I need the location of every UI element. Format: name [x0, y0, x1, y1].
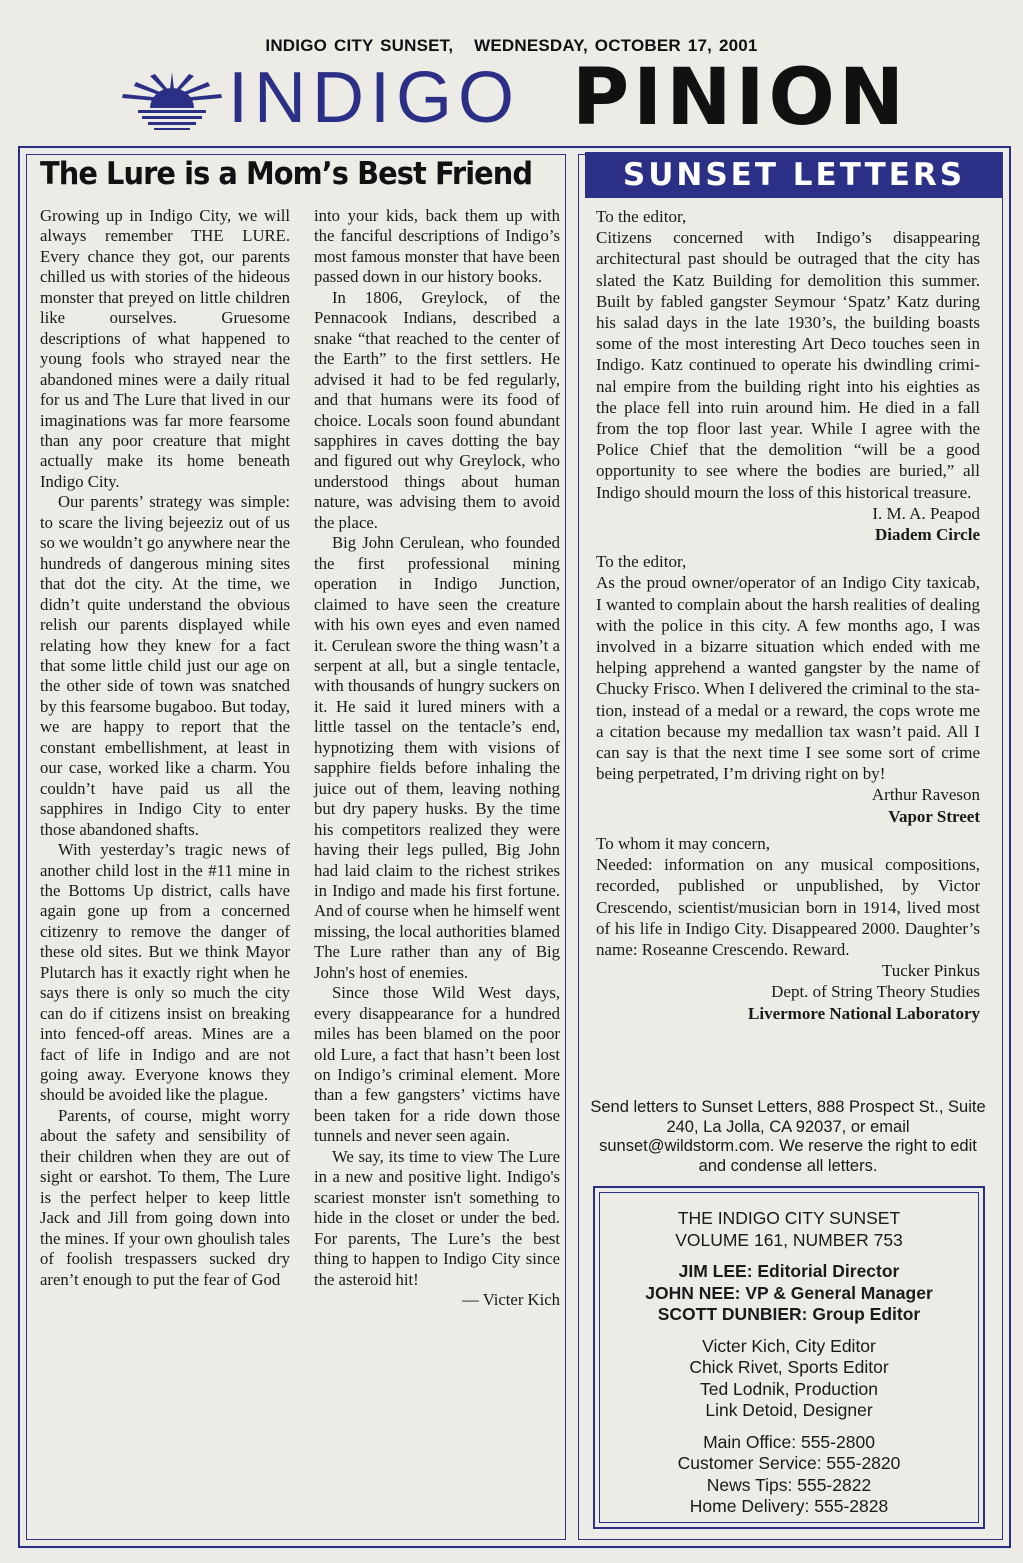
staff-line: Link Detoid, Designer — [705, 1400, 873, 1420]
paragraph: Our parents’ strategy was simple: to scare the living bejeeziz out of us so we wouldn’t go anywhere near the hundreds of dangerous mining sites that dot the city. At the time, we didn’t quite understand the obvious relish our parents displayed while relating how they knew for a fact that some little child just our age on the other side of town was snatched by this fearsome bugaboo. But today, we are happy to report that the constant embellishment, at least in our case, worked like a charm. You couldn’t have paid us all the sapphires in Indigo City to enter those abandoned shafts. — [40, 492, 290, 839]
paper-name: THE INDIGO CITY SUNSET — [677, 1208, 901, 1228]
paragraph: In 1806, Greylock, of the Pennacook Indians, described a snake “that reached to the center of the Earth” to the first settlers. He advised it had to be fed regularly, and that humans were its food of choice. Locals soon found abundant sapphires in caves dotting the bay and figured out why Greylock, who understood things about human nature, was advising them to avoid the place. — [314, 287, 560, 532]
staff-line: Ted Lodnik, Production — [699, 1378, 879, 1399]
article-column-2 — [314, 206, 560, 1310]
letter-salutation: To the editor, — [596, 207, 687, 226]
letter-salutation: To whom it may concern, — [596, 833, 770, 853]
director-line: JIM LEE: Editorial Director — [678, 1261, 900, 1281]
phone-line: Main Office: 555-2800 — [703, 1431, 875, 1452]
masthead-indigo: INDIGO — [228, 58, 521, 138]
letter-location: Diadem Circle — [875, 525, 980, 545]
masthead-pinion: PINION — [572, 53, 909, 143]
letter-body: Citizens concerned with Indigo’s disappearing architectural past should be outraged that the city has slated the Katz Building for demolition this summer. Built by fabled gangster Seymour ‘Spatz’ Katz during his salad days in the late 1930’s, the building boasts some of the most interesting Art Deco touches seen in Indigo. Katz continued to operate his dwindling criminal empire from the building right into his eighties as the place fell into ruin around him. He died in a fall from the top floor last year. While I agree with the Police Chief that the demolition “will be a good opportunity to see where the bodies are buried,” all Indigo should mourn the loss of this historical treasure. — [596, 228, 980, 502]
paragraph: Growing up in Indigo City, we will always remember THE LURE. Every chance they got, our parents chilled us with stories of the hideous monster that preyed on little children like ourselves. Gruesome descriptions of what happened to young fools who strayed near the abandoned mines were a daily ritual for us and The Lure that lived in our imaginations was far more fearsome than any poor creature that might actually make its home beneath Indigo City. — [40, 206, 290, 491]
article-column-1 — [40, 206, 290, 1290]
sunrise-icon — [120, 64, 224, 134]
phone-line: News Tips: 555-2822 — [706, 1474, 872, 1495]
letter-body: Needed: information on any musical compositions, recorded, published or unpublished, by Victor Crescendo, scientist/musician born in 1914, lived most of his life in Indigo City. Disappeared 2000. Daughter’s name: Roseanne Crescendo. Reward. — [596, 855, 980, 959]
masthead — [120, 53, 910, 143]
director-line: JOHN NEE: VP & General Manager — [645, 1282, 933, 1303]
paragraph: Big John Cerulean, who founded the first professional mining operation in Indigo Junction, claimed to have seen the creature with his own eyes and even named it. Cerulean swore the thing wasn’t a serpent at all, but a single tentacle, with thousands of hungry suckers on it. He said it lured miners with a little tassel on the tentacle’s end, hypnotizing them with visions of sapphire fields before inhaling the juice out of them, leaving nothing but dry papery husks. By the time his competitors realized they were having their legs pulled, Big John had laid claim to the richest strikes in Indigo and made his first fortune. And of course when he himself went missing, the local authorities blamed The Lure rather than any of Big John's host of enemies. — [314, 533, 560, 982]
letter-location: Vapor Street — [888, 806, 980, 826]
letter-signer: I. M. A. Peapod — [872, 503, 980, 523]
paragraph: into your kids, back them up with the fanciful descriptions of Indigo’s most famous monster that have been passed down in our history books. — [314, 206, 560, 287]
paragraph: Parents, of course, might worry about the safety and sensibility of their children when they are out of sight or earshot. To them, The Lure is the perfect helper to keep little Jack and Jill from going down into the mines. If your own ghoulish tales of foolish trespassers sucked dry aren’t enough to put the fear of God — [40, 1105, 290, 1289]
letter-dept: Dept. of String Theory Studies — [771, 982, 980, 1002]
staff-line: Victer Kich, City Editor — [702, 1335, 876, 1356]
director-line: SCOTT DUNBIER: Group Editor — [657, 1304, 921, 1324]
letter-body: As the proud owner/operator of an Indigo City taxicab, I wanted to complain about the harsh realities of dealing with the police in this city. A few months ago, I was involved in a bizarre situation which ended with me helping apprehend a wanted gangster by the name of Chucky Frisco. When I delivered the criminal to the station, instead of a medal or a reward, the cops wrote me a citation because my medallion tax wasn’t paid. All I can say is that the next time I see some sort of crime being perpetrated, I’m driving right on by! — [596, 573, 980, 784]
staff-info — [600, 1208, 978, 1518]
letter-signer: Arthur Raveson — [871, 785, 980, 805]
letters-banner: SUNSET LETTERS — [585, 152, 1003, 198]
paragraph: We say, its time to view The Lure in a new and positive light. Indigo's scariest monster isn't something to hide in the closet or under the bed. For parents, The Lure’s the best thing to happen to Indigo City since the asteroid hit! — [314, 1146, 560, 1289]
article-byline: — Victer Kich — [462, 1290, 560, 1310]
letter-signer: Tucker Pinkus — [881, 961, 980, 981]
send-letters-note: Send letters to Sunset Letters, 888 Prospect St., Suite 240, La Jolla, CA 92037, or email sunset@wildstorm.com. We reserve the right to edit and condense all letters. — [590, 1098, 986, 1175]
letter-location: Livermore National Laboratory — [748, 1003, 980, 1023]
paragraph: Since those Wild West days, every disappearance for a hundred miles has been blamed on the poor old Lure, a fact that hasn’t been lost on Indigo’s criminal element. More than a few gangsters’ victims have been taken for a ride down those tunnels and never seen again. — [314, 983, 560, 1146]
letters-list — [596, 206, 980, 1024]
volume-number: VOLUME 161, NUMBER 753 — [675, 1229, 903, 1250]
phone-line: Customer Service: 555-2820 — [677, 1453, 901, 1473]
staff-line: Chick Rivet, Sports Editor — [689, 1357, 889, 1377]
article-headline: The Lure is a Mom’s Best Friend — [40, 156, 533, 192]
dateline: INDIGO CITY SUNSET, WEDNESDAY, OCTOBER 17, 2001 — [265, 36, 758, 55]
paragraph: With yesterday’s tragic news of another child lost in the #11 mine in the Bottoms Up district, calls have again gone up from a concerned citizenry to remove the danger of these old sites. But we think Mayor Plutarch has it exactly right when he says there is only so much the city can do if citizens insist on breaking into fenced-off areas. Mines are a fact of life in Indigo and are not going away. Everyone knows they should be avoided like the plague. — [40, 840, 290, 1105]
phone-line: Home Delivery: 555-2828 — [689, 1496, 889, 1516]
letter-salutation: To the editor, — [596, 552, 687, 572]
